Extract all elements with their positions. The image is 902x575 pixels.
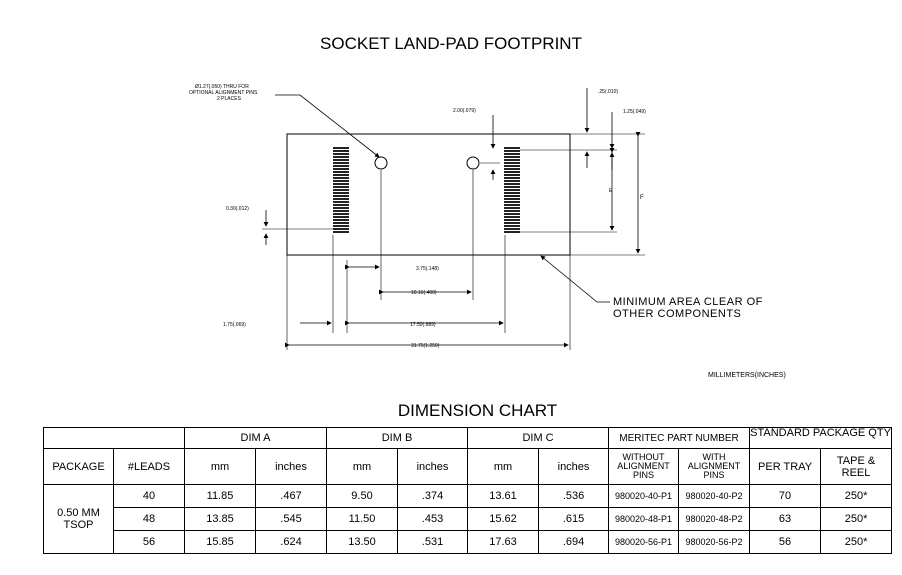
package-cell: 0.50 MM TSOP: [44, 485, 114, 554]
land-pad: [504, 153, 520, 155]
land-pad: [504, 189, 520, 191]
dim-a-in-cell: .545: [256, 508, 327, 531]
hole-note-leader: [275, 95, 379, 157]
dim-e-label: E: [609, 188, 613, 194]
dim-a-mm-cell: 11.85: [185, 485, 256, 508]
leads-cell: 40: [114, 485, 185, 508]
dim-c-in-header: inches: [539, 449, 609, 485]
land-pad: [333, 180, 349, 182]
dim-b-in-cell: .453: [398, 508, 468, 531]
tape-reel-cell: 250*: [821, 485, 892, 508]
land-pad: [333, 153, 349, 155]
land-pad: [504, 216, 520, 218]
dim-a-mm-cell: 15.85: [185, 531, 256, 554]
land-pad: [504, 195, 520, 197]
dim-pad-width-text: 0.30(.012): [226, 206, 249, 212]
dim-b-mm-header: mm: [327, 449, 398, 485]
package-header: PACKAGE: [44, 449, 114, 485]
page-title: SOCKET LAND-PAD FOOTPRINT: [320, 34, 582, 53]
dim-a-in-cell: .467: [256, 485, 327, 508]
land-pad: [504, 204, 520, 206]
land-pad: [333, 228, 349, 230]
land-pad: [504, 165, 520, 167]
dim-b-mm-cell: 9.50: [327, 485, 398, 508]
clear-area-note-line1: MINIMUM AREA CLEAR OF: [613, 296, 763, 308]
dim-hole-to-pad-text: 3.75(.148): [416, 266, 439, 272]
land-pad: [504, 150, 520, 152]
land-pad: [504, 198, 520, 200]
dim-c-in-cell: .536: [539, 485, 609, 508]
land-pad: [333, 165, 349, 167]
part-with-cell: 980020-48-P2: [679, 508, 750, 531]
land-pad: [504, 147, 520, 149]
land-pad: [333, 168, 349, 170]
land-pad: [333, 213, 349, 215]
tape-reel-header: TAPE & REEL: [821, 449, 892, 485]
land-pad: [333, 225, 349, 227]
dim-a-in-cell: .624: [256, 531, 327, 554]
land-pad: [333, 222, 349, 224]
dim-b-in-header: inches: [398, 449, 468, 485]
hole-note-line2: OPTIONAL ALIGNMENT PINS: [189, 90, 258, 96]
land-pad: [504, 186, 520, 188]
part-with-cell: 980020-40-P2: [679, 485, 750, 508]
dim-b-in-cell: .531: [398, 531, 468, 554]
dim-b-mm-cell: 13.50: [327, 531, 398, 554]
socket-outline: [287, 134, 570, 255]
land-pad: [333, 216, 349, 218]
meritec-header: MERITEC PART NUMBER: [609, 428, 750, 449]
land-pad: [333, 162, 349, 164]
hole-note-line3: 2 PLACES: [217, 96, 241, 102]
land-pad: [333, 219, 349, 221]
land-pad: [333, 156, 349, 158]
land-pad: [504, 222, 520, 224]
alignment-hole-left: [375, 157, 387, 169]
table-row: [44, 508, 892, 531]
dim-a-mm-header: mm: [185, 449, 256, 485]
dim-a-in-header: inches: [256, 449, 327, 485]
land-pad: [333, 231, 349, 233]
dim-a-mm-cell: 13.85: [185, 508, 256, 531]
table-header-row: [44, 428, 892, 449]
dim-b-in-cell: .374: [398, 485, 468, 508]
land-pad: [333, 171, 349, 173]
dim-c-mm-header: mm: [468, 449, 539, 485]
per-tray-cell: 63: [750, 508, 821, 531]
land-pad: [504, 228, 520, 230]
dim-top-gap-text: .25(.010): [598, 89, 619, 95]
leads-cell: 56: [114, 531, 185, 554]
land-pad: [504, 213, 520, 215]
units-note: MILLIMETERS(INCHES): [708, 372, 786, 379]
land-pad: [504, 168, 520, 170]
land-pad: [333, 198, 349, 200]
land-pad: [504, 201, 520, 203]
without-pins-header: WITHOUT ALIGNMENT PINS: [609, 449, 679, 485]
dim-c-mm-cell: 15.62: [468, 508, 539, 531]
dim-c-header: DIM C: [468, 428, 609, 449]
land-pad: [333, 150, 349, 152]
table-subheader-row: [44, 449, 892, 485]
hole-note-line1: Ø1.27(.050) THRU FOR: [195, 84, 249, 90]
land-pad: [333, 159, 349, 161]
tape-reel-cell: 250*: [821, 508, 892, 531]
table-row: [44, 485, 892, 508]
per-tray-header: PER TRAY: [750, 449, 821, 485]
dim-hole-offset-text: 2.00(.079): [453, 108, 476, 114]
dim-c-mm-cell: 13.61: [468, 485, 539, 508]
land-pad: [333, 147, 349, 149]
land-pad: [333, 183, 349, 185]
dim-c-in-cell: .615: [539, 508, 609, 531]
dim-overall-text: 31.75(1.250): [411, 343, 440, 349]
land-pad: [504, 210, 520, 212]
dim-c-in-cell: .694: [539, 531, 609, 554]
dimension-table: [43, 427, 892, 554]
chart-title: DIMENSION CHART: [397, 401, 558, 420]
land-pad: [333, 186, 349, 188]
land-pad: [333, 207, 349, 209]
land-pad: [504, 171, 520, 173]
land-pad: [333, 210, 349, 212]
part-without-cell: 980020-56-P1: [609, 531, 679, 554]
left-pad-column: [333, 147, 349, 233]
tape-reel-cell: 250*: [821, 531, 892, 554]
per-tray-cell: 56: [750, 531, 821, 554]
land-pad: [504, 183, 520, 185]
land-pad: [504, 207, 520, 209]
dim-c-mm-cell: 17.63: [468, 531, 539, 554]
dim-pad-pitch-text: 1.25(.049): [623, 109, 646, 115]
per-tray-cell: 70: [750, 485, 821, 508]
land-pad: [504, 159, 520, 161]
dim-f-label: F: [640, 195, 644, 201]
leads-cell: 48: [114, 508, 185, 531]
land-pad: [333, 189, 349, 191]
dim-left-edge-text: 1.75(.069): [223, 322, 246, 328]
dim-b-mm-cell: 11.50: [327, 508, 398, 531]
land-pad: [504, 225, 520, 227]
land-pad: [333, 195, 349, 197]
land-pad: [504, 219, 520, 221]
land-pad: [504, 180, 520, 182]
clear-area-leader: [541, 256, 610, 302]
clear-area-note-line2: OTHER COMPONENTS: [613, 308, 742, 320]
land-pad: [504, 162, 520, 164]
alignment-hole-right: [467, 157, 479, 169]
land-pad: [333, 177, 349, 179]
land-pad: [504, 231, 520, 233]
land-pad: [504, 156, 520, 158]
land-pad: [333, 192, 349, 194]
table-row: [44, 531, 892, 554]
dim-a-header: DIM A: [185, 428, 327, 449]
land-pad: [333, 174, 349, 176]
dim-pad-span-text: 17.50(.689): [410, 322, 436, 328]
empty-header-cell: [44, 428, 185, 449]
part-without-cell: 980020-40-P1: [609, 485, 679, 508]
land-pad: [333, 204, 349, 206]
leads-header: #LEADS: [114, 449, 185, 485]
land-pad: [504, 177, 520, 179]
land-pad: [504, 192, 520, 194]
land-pad: [504, 174, 520, 176]
part-with-cell: 980020-56-P2: [679, 531, 750, 554]
with-pins-header: WITH ALIGNMENT PINS: [679, 449, 750, 485]
std-pkg-header: STANDARD PACKAGE QTY: [750, 428, 892, 449]
right-pad-column: [504, 147, 520, 233]
land-pad: [333, 201, 349, 203]
part-without-cell: 980020-48-P1: [609, 508, 679, 531]
dim-hole-spacing-text: 10.16(.400): [411, 290, 437, 296]
dim-b-header: DIM B: [327, 428, 468, 449]
